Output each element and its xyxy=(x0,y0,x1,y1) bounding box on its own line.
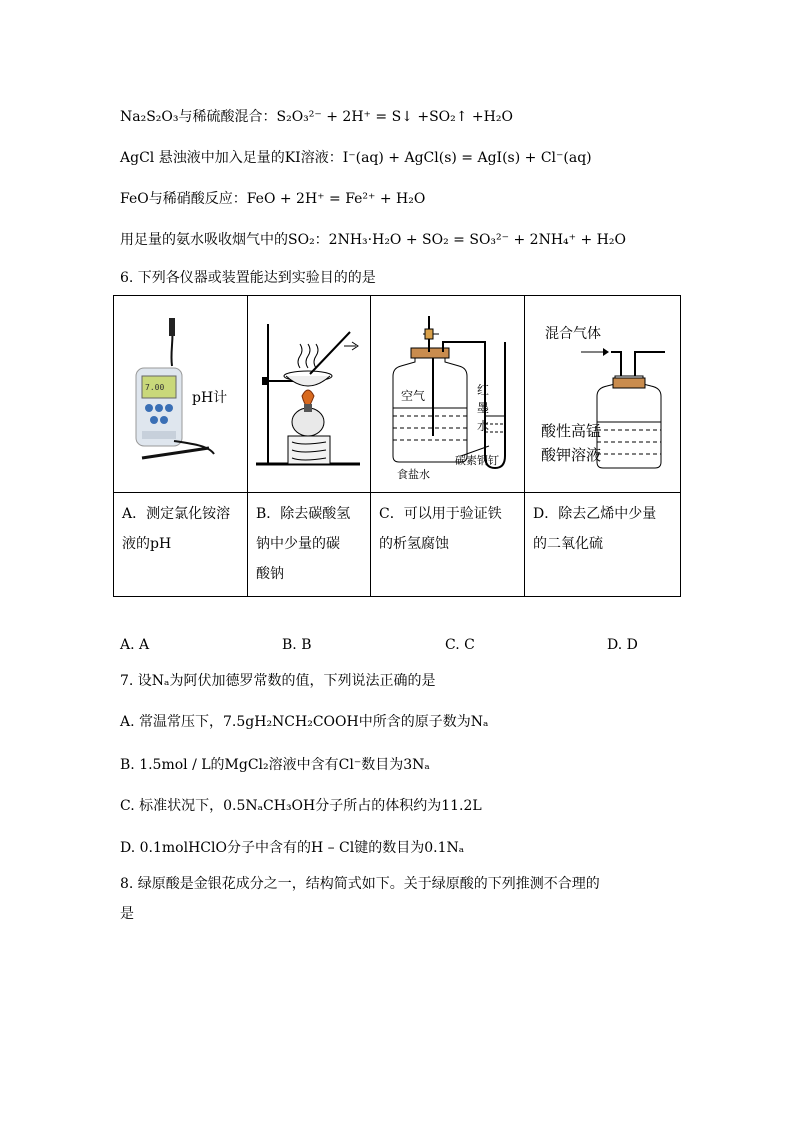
caption-b-line3: 酸钠 xyxy=(256,566,284,582)
svg-text:7.00: 7.00 xyxy=(145,383,165,392)
q6-apparatus-table xyxy=(113,295,681,597)
air-label: 空气 xyxy=(401,389,426,403)
q7-option-c[interactable]: C. 标准状况下，0.5NₐCH₃OH分子所占的体积约为11.2L xyxy=(120,798,482,814)
q6-option-c[interactable]: C. C xyxy=(445,637,475,653)
red-ink-2: 墨 xyxy=(477,401,490,415)
q5-option-d xyxy=(120,230,626,250)
caption-c-line1: C．可以用于验证铁 xyxy=(379,506,502,522)
caption-b-line2: 钠中少量的碳 xyxy=(256,536,340,552)
q6-option-d[interactable]: D. D xyxy=(607,637,638,653)
q5-d-text: 用足量的氨水吸收烟气中的SO₂：2NH₃·H₂O + SO₂ = SO₃²⁻ + 2NH₄⁺ + H₂O xyxy=(120,232,626,248)
q8-stem-line1: 8. 绿原酸是金银花成分之一，结构简式如下。关于绿原酸的下列推测不合理的 xyxy=(120,876,600,892)
q6-option-b[interactable]: B. B xyxy=(282,637,312,653)
q5-b-text: AgCl 悬浊液中加入足量的KI溶液：I⁻(aq) + AgCl(s) = AgI(s) + Cl⁻(aq) xyxy=(120,150,592,166)
caption-a-line1: A．测定氯化铵溶 xyxy=(122,506,231,522)
mixed-gas-label: 混合气体 xyxy=(545,326,601,342)
evaporating-dish-figure xyxy=(248,296,370,492)
cell-corrosion xyxy=(371,296,525,493)
red-ink-1: 红 xyxy=(477,383,490,397)
nail-label: 碳素钢钉 xyxy=(455,454,499,467)
q6-stem: 6. 下列各仪器或装置能达到实验目的的是 xyxy=(120,270,376,286)
kmno4-label-1: 酸性高锰 xyxy=(541,422,602,440)
q7-stem: 7. 设Nₐ为阿伏加德罗常数的值，下列说法正确的是 xyxy=(120,673,436,689)
q5-option-a xyxy=(120,107,513,127)
q5-a-text: Na₂S₂O₃与稀硫酸混合：S₂O₃²⁻ + 2H⁺ = S↓ +SO₂↑ +H₂O xyxy=(120,109,513,125)
caption-b-line1: B．除去碳酸氢 xyxy=(256,506,351,522)
caption-a xyxy=(114,493,248,597)
caption-d xyxy=(525,493,681,597)
q7-option-a[interactable]: A. 常温常压下，7.5gH₂NCH₂COOH中所含的原子数为Nₐ xyxy=(120,714,489,730)
q6-option-a[interactable]: A. A xyxy=(120,637,150,653)
q5-option-c xyxy=(120,189,425,209)
q5-option-b xyxy=(120,148,592,168)
caption-c xyxy=(371,493,525,597)
gas-wash-bottle-figure xyxy=(525,296,685,492)
q7-option-b[interactable]: B. 1.5mol / L的MgCl₂溶液中含有Cl⁻数目为3Nₐ xyxy=(120,757,430,773)
corrosion-apparatus-figure xyxy=(371,296,524,492)
ph-meter-figure xyxy=(114,296,247,492)
q8-stem-line2: 是 xyxy=(120,906,134,922)
q7-option-d[interactable]: D. 0.1molHClO分子中含有的H – Cl键的数目为0.1Nₐ xyxy=(120,840,465,856)
caption-a-line2: 液的pH xyxy=(122,536,172,552)
kmno4-label-2: 酸钾溶液 xyxy=(541,446,602,464)
caption-c-line2: 的析氢腐蚀 xyxy=(379,536,449,552)
q5-c-text: FeO与稀硝酸反应：FeO + 2H⁺ = Fe²⁺ + H₂O xyxy=(120,191,426,207)
ph-meter-label: pH计 xyxy=(192,390,228,406)
caption-d-line1: D．除去乙烯中少量 xyxy=(533,506,657,522)
caption-d-line2: 的二氧化硫 xyxy=(533,536,603,552)
salt-water-label: 食盐水 xyxy=(397,468,430,481)
cell-evaporating xyxy=(248,296,371,493)
cell-ph-meter xyxy=(114,296,248,493)
cell-gas-wash xyxy=(525,296,681,493)
red-ink-3: 水 xyxy=(477,419,490,433)
caption-b xyxy=(248,493,371,597)
